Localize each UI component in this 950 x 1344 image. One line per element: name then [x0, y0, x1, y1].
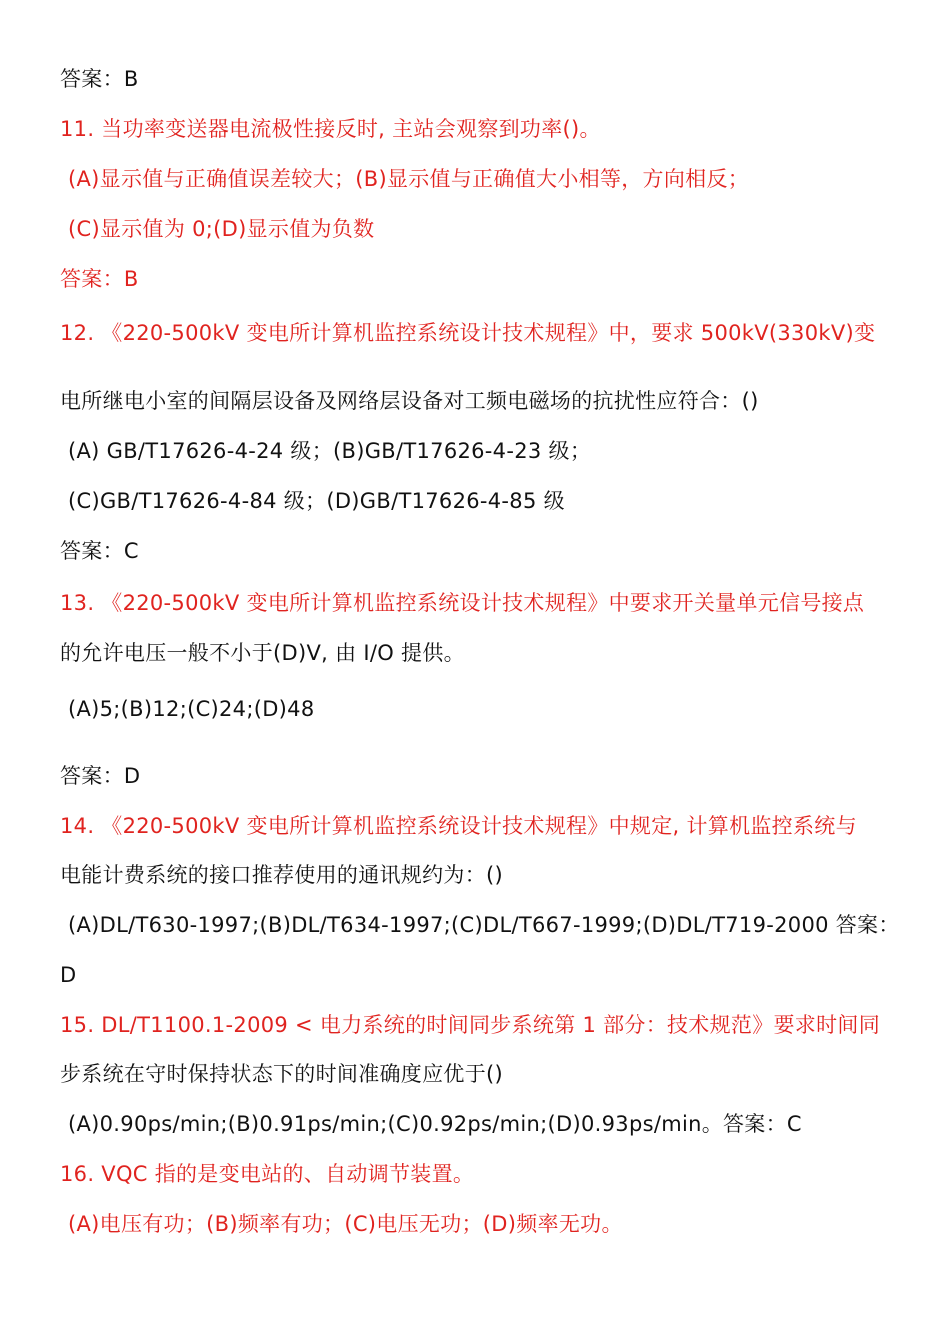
question-11-options-ab: (A)显示值与正确值误差较大；(B)显示值与正确值大小相等，方向相反；: [68, 167, 750, 191]
answer-14: D: [60, 963, 77, 987]
question-12-options-ab: (A) GB/T17626-4-24 级；(B)GB/T17626-4-23 级；: [68, 439, 592, 463]
question-13: 13. 《220-500kV 变电所计算机监控系统设计技术规程》中要求开关量单元信号接点: [60, 591, 865, 615]
question-13-options: (A)5;(B)12;(C)24;(D)48: [68, 697, 315, 721]
question-12-cont: 电所继电小室的间隔层设备及网络层设备对工频电磁场的抗扰性应符合：(): [60, 389, 759, 413]
question-12-options-cd: (C)GB/T17626-4-84 级；(D)GB/T17626-4-85 级: [68, 489, 565, 513]
answer-10: 答案：B: [60, 67, 139, 91]
question-16: 16. VQC 指的是变电站的、自动调节装置。: [60, 1162, 475, 1186]
question-13-cont: 的允许电压一般不小于(D)V, 由 I/O 提供。: [60, 641, 465, 665]
question-14-options: (A)DL/T630-1997;(B)DL/T634-1997;(C)DL/T667-1999;(D)DL/T719-2000 答案：: [68, 913, 900, 937]
question-15: 15. DL/T1100.1-2009 < 电力系统的时间同步系统第 1 部分：技术规范》要求时间同: [60, 1013, 881, 1037]
answer-11: 答案：B: [60, 267, 139, 291]
question-11-options-cd: (C)显示值为 0;(D)显示值为负数: [68, 217, 375, 241]
question-14-cont: 电能计费系统的接口推荐使用的通讯规约为：(): [60, 863, 503, 887]
question-16-options: (A)电压有功；(B)频率有功；(C)电压无功；(D)频率无功。: [68, 1212, 623, 1236]
question-11: 11. 当功率变送器电流极性接反时, 主站会观察到功率()。: [60, 117, 601, 141]
question-14: 14. 《220-500kV 变电所计算机监控系统设计技术规程》中规定, 计算机监控系统与: [60, 814, 857, 838]
answer-12: 答案：C: [60, 539, 139, 563]
answer-13: 答案：D: [60, 764, 141, 788]
question-12: 12. 《220-500kV 变电所计算机监控系统设计技术规程》中，要求 500kV(330kV)变: [60, 321, 876, 345]
question-15-cont: 步系统在守时保持状态下的时间准确度应优于(): [60, 1062, 503, 1086]
question-15-options: (A)0.90ps/min;(B)0.91ps/min;(C)0.92ps/min;(D)0.93ps/min。答案：C: [68, 1112, 802, 1136]
